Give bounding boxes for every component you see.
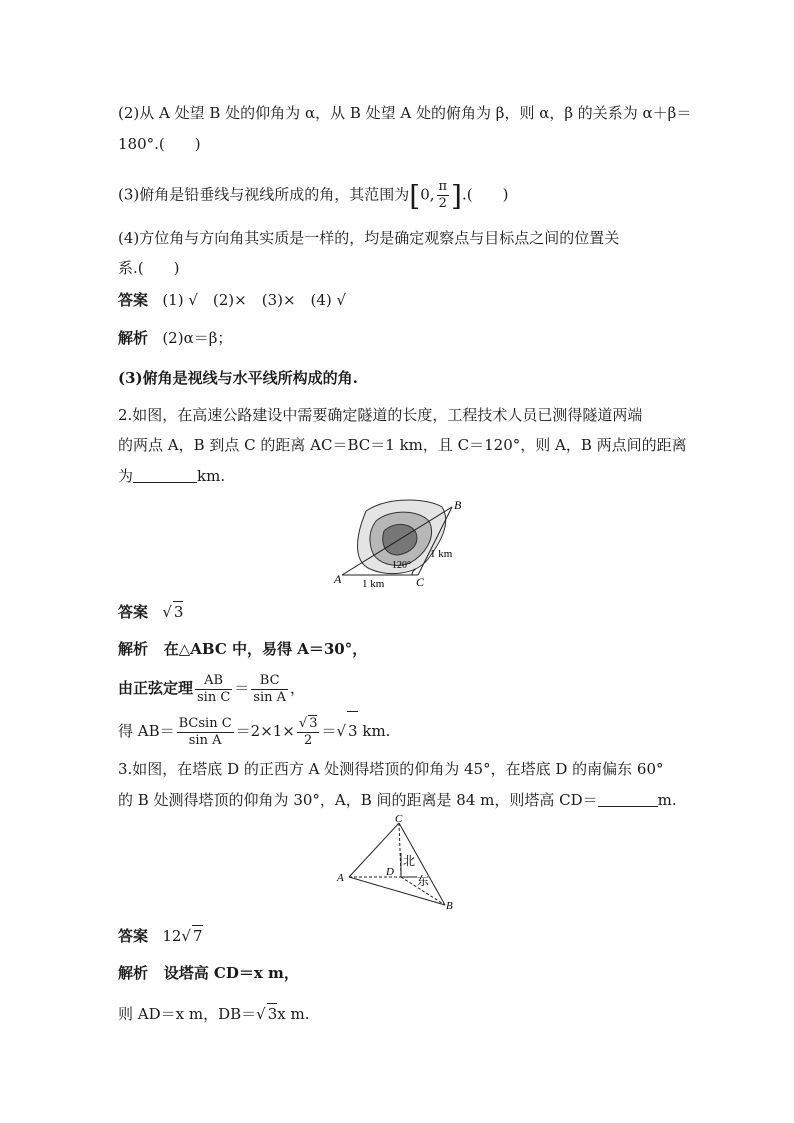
frac-bc-over-sina <box>251 673 288 706</box>
pi-over-two <box>437 179 450 212</box>
item-3-text: (3)俯角是铅垂线与视线所成的角，其范围为 <box>118 185 410 204</box>
radicand: 3 <box>267 1005 278 1023</box>
solution-text: 在△ABC 中，易得 A＝30°， <box>163 640 368 658</box>
answer-blank <box>598 792 658 807</box>
frac-numerator: BC <box>251 673 288 690</box>
result-radicand: 3 <box>347 711 358 750</box>
radical-icon: √ <box>256 1005 266 1023</box>
item-2-line-2: 180°.( ) <box>118 135 201 153</box>
vertex-a-label: A <box>337 872 344 884</box>
tower-figure <box>333 813 463 913</box>
result-middle: ＝2×1× <box>235 722 295 740</box>
q2-solution-line-3 <box>118 711 390 750</box>
frac-denominator: sin A <box>188 732 222 748</box>
vertex-d-label: D <box>386 866 394 878</box>
q1-solution-line-2: (3)俯角是视线与水平线所构成的角. <box>118 369 358 387</box>
equals-sign: ＝ <box>234 679 250 697</box>
vertex-c-label: C <box>395 813 403 825</box>
frac-denominator: sin C <box>197 689 231 705</box>
equals-sign: ＝ <box>321 722 337 740</box>
q2-answer <box>118 601 183 622</box>
comma: ， <box>290 679 306 697</box>
answer-label: 答案 <box>118 291 149 309</box>
radicand: 3 <box>309 716 318 731</box>
q3-line-2-post: m. <box>657 791 677 809</box>
vertex-b-label: B <box>446 900 453 912</box>
vertex-a-label: A <box>334 572 342 586</box>
solution-label: 解析 <box>118 964 149 982</box>
item-3 <box>118 179 508 212</box>
frac-bcsinc-over-sina <box>177 716 234 749</box>
solution-text: 则 AD＝x m，DB＝ <box>118 1005 257 1023</box>
east-label: 东 <box>417 874 430 888</box>
frac-ab-over-sinc <box>195 673 232 706</box>
q3-solution-line-1 <box>118 963 299 983</box>
radical-icon: √ <box>336 722 347 740</box>
right-bracket: ] <box>451 179 462 213</box>
vertex-b-label: B <box>454 498 462 512</box>
answer-label: 答案 <box>118 927 149 945</box>
frac-numerator: √ 3 <box>298 716 318 731</box>
solution-text: 设塔高 CD＝x m， <box>163 964 299 982</box>
sine-law-text: 由正弦定理 <box>118 679 194 697</box>
q3-line-2 <box>118 790 677 810</box>
q2-line-2: 的两点 A，B 到点 C 的距离 AC＝BC＝1 km，且 C＝120°，则 A，B 两点间的距离 <box>118 436 687 454</box>
q3-line-2-pre: 的 B 处测得塔顶的仰角为 30°，A，B 间的距离是 84 m，则塔高 CD＝ <box>118 791 598 809</box>
range-start: 0, <box>420 185 435 204</box>
solution-text: (2)α＝β； <box>162 329 233 347</box>
q2-line-3 <box>118 466 225 486</box>
frac-denominator: 2 <box>304 733 313 748</box>
left-bracket: [ <box>409 179 421 213</box>
two-denominator: 2 <box>438 196 447 211</box>
q2-line-3-post: km. <box>197 467 226 485</box>
q1-solution <box>118 328 232 348</box>
vertex-c-label: C <box>416 575 425 589</box>
q3-line-1: 3.如图，在塔底 D 的正西方 A 处测得塔顶的仰角为 45°，在塔底 D 的南偏东 60° <box>118 760 664 778</box>
radical-icon: √ <box>181 927 191 945</box>
tunnel-figure <box>330 495 480 590</box>
frac-root3-over-2 <box>297 715 320 749</box>
side-ac-label: 1 km <box>362 578 385 590</box>
frac-numerator: AB <box>195 673 232 690</box>
radical-icon: √ <box>162 603 172 621</box>
q2-line-1: 2.如图，在高速公路建设中需要确定隧道的长度，工程技术人员已测得隧道两端 <box>118 406 643 424</box>
frac-numerator: BCsin C <box>178 715 232 731</box>
angle-label: 120° <box>392 560 411 571</box>
answer-radicand: 7 <box>192 927 203 945</box>
item-4-line-1: (4)方位角与方向角其实质是一样的，均是确定观察点与目标点之间的位置关 <box>118 229 620 247</box>
answer-text: (1) √ (2)× (3)× (4) √ <box>162 291 347 309</box>
item-3-post: .( ) <box>461 185 509 204</box>
side-bc-label: 1 km <box>430 548 453 560</box>
answer-label: 答案 <box>118 603 149 621</box>
frac-denominator: sin A <box>253 689 287 705</box>
q3-solution-line-2 <box>118 1003 309 1024</box>
unit: km. <box>357 722 391 740</box>
north-label: 北 <box>403 854 416 868</box>
q2-solution-line-2 <box>118 671 305 706</box>
q2-solution-line-1 <box>118 639 367 659</box>
answer-coefficient: 12 <box>162 927 182 945</box>
q1-answer <box>118 290 346 310</box>
solution-label: 解析 <box>118 329 149 347</box>
solution-text-end: x m. <box>277 1005 310 1023</box>
item-4-line-2: 系.( ) <box>118 259 180 277</box>
solution-label: 解析 <box>118 640 149 658</box>
q3-answer <box>118 925 203 946</box>
q2-line-3-pre: 为 <box>118 467 134 485</box>
answer-radicand: 3 <box>173 603 184 621</box>
pi-numerator: π <box>438 179 448 194</box>
result-prefix: 得 AB＝ <box>118 722 175 740</box>
answer-blank <box>133 468 197 483</box>
item-2-line-1: (2)从 A 处望 B 处的仰角为 α，从 B 处望 A 处的俯角为 β，则 α，β 的关系为 α＋β＝ <box>118 104 692 122</box>
